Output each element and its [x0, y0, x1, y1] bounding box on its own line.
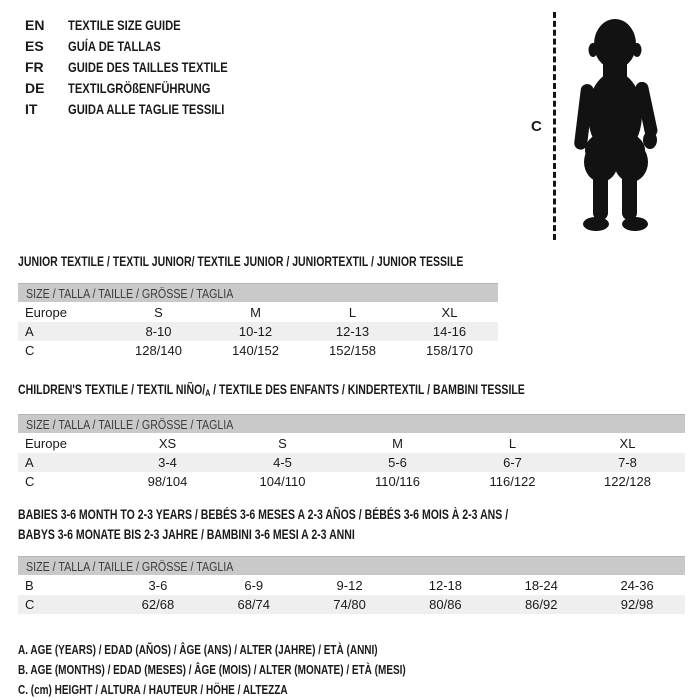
height-cell: 110/116	[374, 474, 421, 489]
language-code: ES	[25, 38, 44, 54]
age-cell: 6-9	[244, 578, 264, 593]
language-row-de	[25, 78, 268, 99]
language-row-en	[25, 15, 268, 36]
legend-notes	[18, 640, 700, 700]
size-header-bar	[18, 556, 685, 575]
age-cell: 12-13	[335, 324, 370, 339]
title-subscript: A	[205, 388, 211, 398]
age-cell: 3-4	[158, 455, 177, 470]
age-cell: 7-8	[618, 455, 637, 470]
size-cell: XL	[441, 305, 458, 320]
language-code: EN	[25, 17, 45, 33]
size-cell: S	[154, 305, 163, 320]
language-list	[25, 15, 268, 120]
height-cell: 98/104	[147, 474, 188, 489]
row-label: C	[25, 343, 35, 358]
section-title: CHILDREN'S TEXTILE / TEXTIL NIÑO/$_A$ / TEXTILE DES ENFANTS / KINDERTEXTIL / BAMBINI TESSILE	[18, 382, 525, 398]
row-label: A	[25, 324, 34, 339]
row-label: Europe	[25, 436, 67, 451]
toddler-silhouette-icon	[563, 9, 663, 239]
language-label: GUÍA DE TALLAS	[68, 38, 161, 54]
age-cell: 5-6	[388, 455, 407, 470]
measure-label-c: C	[531, 118, 542, 135]
note-age-years: A. AGE (YEARS) / EDAD (AÑOS) / ÂGE (ANS) / ALTER (JAHRE) / ETÀ (ANNI)	[18, 643, 378, 657]
row-label: A	[25, 455, 34, 470]
section-title: JUNIOR TEXTILE / TEXTIL JUNIOR/ TEXTILE JUNIOR / JUNIORTEXTIL / JUNIOR TESSILE	[18, 254, 464, 269]
age-cell: 24-36	[620, 578, 654, 593]
height-cell: 128/140	[135, 343, 182, 358]
age-cell: 6-7	[503, 455, 522, 470]
children-size-table	[18, 434, 685, 491]
size-header-text: SIZE / TALLA / TAILLE / GRÖSSE / TAGLIA	[26, 286, 234, 301]
size-cell: XS	[158, 436, 177, 451]
note-age-months: B. AGE (MONTHS) / EDAD (MESES) / ÂGE (MOIS) / ALTER (MONATE) / ETÀ (MESI)	[18, 663, 406, 677]
size-cell: XL	[619, 436, 636, 451]
size-cell: M	[250, 305, 261, 320]
table-row-age-months	[18, 576, 685, 595]
table-row-europe	[18, 303, 498, 322]
height-cell: 68/74	[237, 597, 271, 612]
language-row-fr	[25, 57, 268, 78]
row-label: Europe	[25, 305, 67, 320]
size-cell: L	[348, 305, 357, 320]
babies-size-table	[18, 576, 685, 614]
language-code: DE	[25, 80, 45, 96]
language-code: FR	[25, 59, 44, 75]
age-cell: 12-18	[428, 578, 463, 593]
table-row-height	[18, 341, 498, 360]
table-row-age	[18, 453, 685, 472]
note-height-cm: C. (cm) HEIGHT / ALTURA / HAUTEUR / HÖHE / ALTEZZA	[18, 683, 288, 697]
section-title-line-2: BABYS 3-6 MONATE BIS 2-3 JAHRE / BAMBINI 3-6 MESI A 2-3 ANNI	[18, 527, 355, 542]
section-childrens-textile	[18, 380, 700, 491]
size-header-bar	[18, 414, 685, 433]
size-cell: L	[508, 436, 517, 451]
language-label: TEXTILE SIZE GUIDE	[68, 17, 181, 33]
section-babies-textile	[18, 505, 700, 614]
height-cell: 74/80	[333, 597, 366, 612]
row-label: C	[25, 474, 35, 489]
language-row-it	[25, 99, 268, 120]
language-label: GUIDA ALLE TAGLIE TESSILI	[68, 101, 225, 117]
height-cell: 80/86	[429, 597, 462, 612]
height-cell: 92/98	[620, 597, 654, 612]
row-label: B	[25, 578, 34, 593]
row-label: C	[25, 597, 35, 612]
height-cell: 116/122	[489, 474, 536, 489]
language-code: IT	[25, 101, 38, 117]
section-junior-textile	[18, 252, 700, 360]
size-header-bar	[18, 283, 498, 302]
height-cell: 122/128	[604, 474, 651, 489]
language-row-es	[25, 36, 268, 57]
age-cell: 14-16	[432, 324, 467, 339]
section-title-line-1: BABIES 3-6 MONTH TO 2-3 YEARS / BEBÉS 3-6 MESES A 2-3 AÑOS / BÉBÉS 3-6 MOIS À 2-3 ANS /	[18, 507, 509, 522]
age-cell: 10-12	[238, 324, 273, 339]
table-row-age	[18, 322, 498, 341]
age-cell: 18-24	[524, 578, 558, 593]
junior-size-table	[18, 303, 498, 360]
size-header-text: SIZE / TALLA / TAILLE / GRÖSSE / TAGLIA	[26, 417, 234, 432]
height-cell: 104/110	[259, 474, 306, 489]
size-cell: M	[392, 436, 403, 451]
age-cell: 4-5	[273, 455, 292, 470]
height-cell: 140/152	[232, 343, 279, 358]
header	[0, 0, 700, 248]
language-label: TEXTILGRÖßENFÜHRUNG	[68, 80, 211, 96]
height-measure-figure	[515, 0, 700, 248]
age-cell: 3-6	[148, 578, 168, 593]
height-cell: 152/158	[329, 343, 376, 358]
age-cell: 9-12	[336, 578, 363, 593]
height-cell: 62/68	[141, 597, 175, 612]
table-row-height	[18, 472, 685, 491]
table-row-europe	[18, 434, 685, 453]
height-cell: 86/92	[524, 597, 558, 612]
language-label: GUIDE DES TAILLES TEXTILE	[68, 59, 228, 75]
table-row-height	[18, 595, 685, 614]
age-cell: 8-10	[145, 324, 172, 339]
height-cell: 158/170	[426, 343, 473, 358]
size-cell: S	[278, 436, 287, 451]
dashed-measure-line	[553, 12, 556, 240]
size-header-text: SIZE / TALLA / TAILLE / GRÖSSE / TAGLIA	[26, 559, 234, 574]
